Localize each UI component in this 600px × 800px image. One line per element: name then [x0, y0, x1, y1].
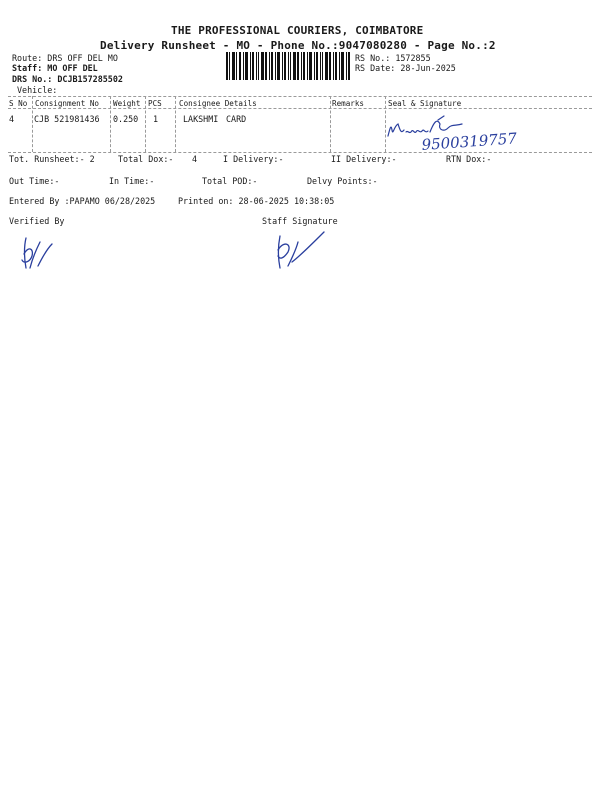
header-remarks: Remarks [332, 99, 365, 108]
total-dox-label: Total Dox:- [118, 154, 174, 164]
header-seal-signature: Seal & Signature [388, 99, 462, 108]
route-info: Route: DRS OFF DEL MO [12, 53, 118, 63]
delvy-points: Delvy Points:- [307, 176, 378, 186]
header-consignment-no: Consignment No [35, 99, 100, 108]
staff-signature-image [270, 228, 330, 272]
drs-number: DRS No.: DCJB157285502 [12, 74, 123, 84]
runsheet-subtitle: Delivery Runsheet - MO - Phone No.:9047080280 - Page No.:2 [100, 39, 496, 52]
total-pod: Total POD:- [202, 176, 258, 186]
header-consignee-details: Consignee Details [179, 99, 257, 108]
row-consignment-no: CJB 521981436 [34, 114, 100, 124]
row-consignee-name: LAKSHMI [183, 114, 219, 124]
staff-signature-label: Staff Signature [262, 216, 338, 226]
out-time: Out Time:- [9, 176, 60, 186]
receiver-signature-image [382, 112, 582, 156]
col-divider [175, 96, 176, 152]
rs-date: RS Date: 28-Jun-2025 [355, 63, 456, 73]
col-divider [110, 96, 111, 152]
entered-by: Entered By :PAPAMO 06/28/2025 [9, 196, 156, 206]
rtn-dox: RTN Dox:- [446, 154, 492, 164]
table-header-rule [8, 108, 592, 109]
col-divider [32, 96, 33, 152]
i-delivery: I Delivery:- [223, 154, 284, 164]
company-title: THE PROFESSIONAL COURIERS, COIMBATORE [171, 24, 424, 37]
handwritten-phone: 9500319757 [421, 129, 518, 154]
row-sno: 4 [9, 114, 15, 124]
barcode-image [226, 52, 350, 80]
header-weight: Weight [113, 99, 141, 108]
rs-number: RS No.: 1572855 [355, 53, 431, 63]
tot-runsheet: Tot. Runsheet:- 2 [9, 154, 95, 164]
total-dox-value: 4 [192, 154, 198, 164]
staff-info: Staff: MO OFF DEL [12, 63, 98, 73]
row-pcs: 1 [153, 114, 159, 124]
table-top-rule [8, 96, 592, 97]
in-time: In Time:- [109, 176, 155, 186]
col-divider [330, 96, 331, 152]
vehicle-info: Vehicle: [17, 85, 58, 95]
header-sno: S No [9, 99, 28, 108]
col-divider [145, 96, 146, 152]
printed-on: Printed on: 28-06-2025 10:38:05 [178, 196, 335, 206]
ii-delivery: II Delivery:- [331, 154, 397, 164]
row-consignee-extra: CARD [226, 114, 247, 124]
verified-by-signature-image [14, 232, 62, 276]
row-weight: 0.250 [113, 114, 139, 124]
header-pcs: PCS [148, 99, 162, 108]
verified-by-label: Verified By [9, 216, 65, 226]
